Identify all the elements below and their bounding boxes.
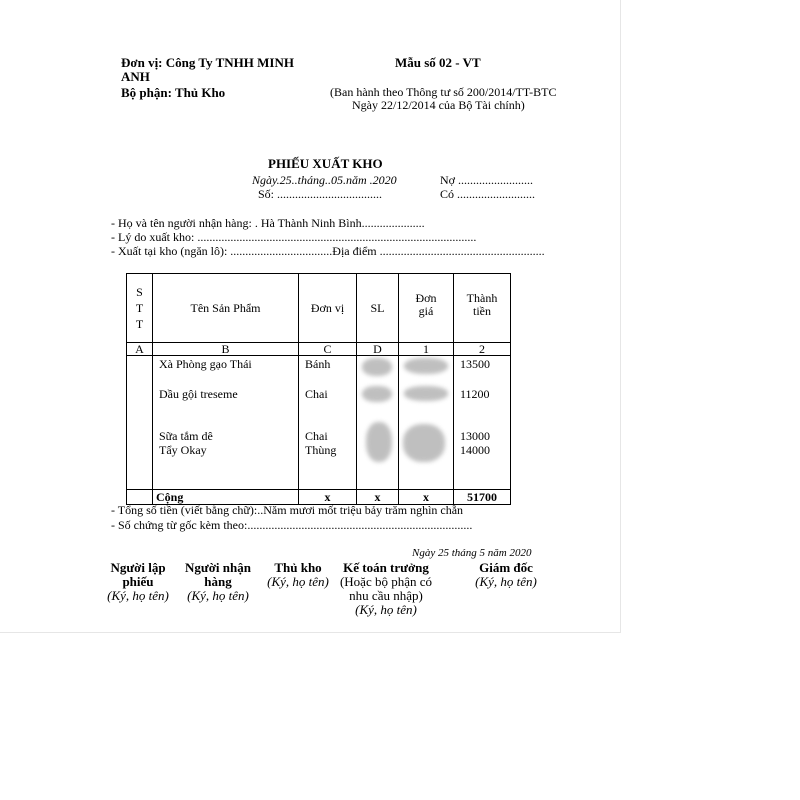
signature-preparer: Người lập phiếu (Ký, họ tên) bbox=[107, 560, 169, 603]
signature-receiver: Người nhận hàng (Ký, họ tên) bbox=[185, 560, 251, 603]
header-product-name: Tên Sản Phẩm bbox=[153, 274, 299, 343]
header-amount: Thành tiền bbox=[454, 274, 511, 343]
total-unit: x bbox=[299, 490, 357, 505]
unit-name: Đơn vị: Công Ty TNHH MINH bbox=[121, 55, 294, 70]
table-code-row bbox=[127, 343, 511, 356]
document-date: Ngày.25..tháng..05.năm .2020 bbox=[252, 173, 397, 187]
row-name: Dầu gội treseme bbox=[159, 387, 238, 401]
issued-by-line2: Ngày 22/12/2014 của Bộ Tài chính) bbox=[352, 98, 525, 112]
table-body bbox=[127, 356, 511, 490]
total-in-words: - Tổng số tiền (viết bằng chữ):..Năm mươi mốt triệu bảy trăm nghìn chẵn bbox=[111, 503, 464, 517]
table-header-row bbox=[127, 274, 511, 343]
document-number: Số: ................................... bbox=[258, 187, 383, 201]
code-cell: 2 bbox=[454, 343, 511, 356]
total-price: x bbox=[399, 490, 454, 505]
redacted-quantity bbox=[366, 422, 392, 462]
header-stt: S T T bbox=[127, 274, 153, 343]
document-title: PHIẾU XUẤT KHO bbox=[268, 156, 383, 171]
row-amount: 13000 bbox=[460, 429, 490, 443]
receiver-line: - Họ và tên người nhận hàng: . Hà Thành Ninh Bình..................... bbox=[111, 216, 425, 230]
signature-director: Giám đốc (Ký, họ tên) bbox=[475, 560, 537, 589]
total-qty: x bbox=[357, 490, 399, 505]
issued-by-line1: (Ban hành theo Thông tư số 200/2014/TT-BTC bbox=[330, 85, 557, 99]
row-unit: Chai bbox=[305, 429, 328, 443]
row-name: Xà Phòng gạo Thái bbox=[159, 357, 252, 371]
form-number: Mẫu số 02 - VT bbox=[395, 55, 481, 70]
total-label: Cộng bbox=[153, 490, 299, 505]
signature-date: Ngày 25 tháng 5 năm 2020 bbox=[412, 547, 532, 559]
goods-table bbox=[126, 273, 511, 505]
row-unit: Thùng bbox=[305, 443, 337, 457]
row-amount: 11200 bbox=[460, 387, 490, 401]
code-cell: B bbox=[153, 343, 299, 356]
header-unit-price: Đơn giá bbox=[399, 274, 454, 343]
row-unit: Chai bbox=[305, 387, 328, 401]
row-name: Sữa tắm dê bbox=[159, 429, 213, 443]
department: Bộ phận: Thủ Kho bbox=[121, 85, 226, 100]
code-cell: D bbox=[357, 343, 399, 356]
redacted-quantity bbox=[362, 386, 392, 402]
credit-account: Có .......................... bbox=[440, 187, 536, 201]
code-cell: C bbox=[299, 343, 357, 356]
code-cell: A bbox=[127, 343, 153, 356]
unit-name-cont: ANH bbox=[121, 69, 150, 84]
row-unit: Bánh bbox=[305, 357, 331, 371]
redacted-price bbox=[404, 386, 448, 401]
header-quantity: SL bbox=[357, 274, 399, 343]
redacted-price bbox=[403, 424, 445, 462]
redacted-price bbox=[404, 358, 448, 374]
code-cell: 1 bbox=[399, 343, 454, 356]
total-amount: 51700 bbox=[454, 490, 511, 505]
reason-line: - Lý do xuất kho: ............................................................................................. bbox=[111, 230, 477, 244]
row-amount: 13500 bbox=[460, 357, 490, 371]
signature-storekeeper: Thủ kho (Ký, họ tên) bbox=[267, 560, 329, 589]
header-unit: Đơn vị bbox=[299, 274, 357, 343]
row-amount: 14000 bbox=[460, 443, 490, 457]
redacted-quantity bbox=[362, 358, 392, 376]
row-name: Tẩy Okay bbox=[159, 443, 207, 457]
location-line: - Xuất tại kho (ngăn lô): ..................................Địa điểm ....................................................... bbox=[111, 244, 545, 258]
attached-documents: - Số chứng từ gốc kèm theo:........................................................................... bbox=[111, 518, 473, 532]
signature-chief-accountant: Kế toán trưởng (Hoặc bộ phận có nhu cầu nhập) (Ký, họ tên) bbox=[339, 560, 433, 617]
debit-account: Nợ ......................... bbox=[440, 173, 534, 187]
